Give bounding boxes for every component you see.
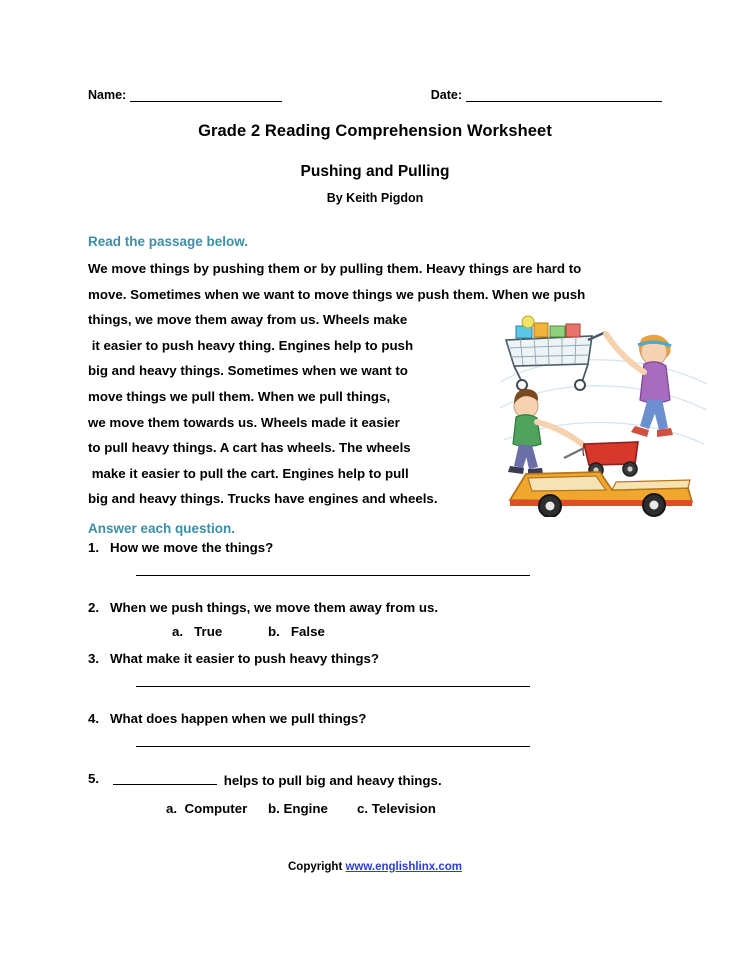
answer-questions-heading: Answer each question. xyxy=(88,521,236,536)
date-write-line[interactable] xyxy=(466,90,662,102)
question-text-after-blank: helps to pull big and heavy things. xyxy=(220,773,442,788)
passage-line: big and heavy things. Trucks have engines and wheels. xyxy=(88,491,438,507)
footer-copyright xyxy=(0,861,750,873)
question-text: How we move the things? xyxy=(110,540,274,555)
illustration-image xyxy=(492,312,717,517)
question-text: When we push things, we move them away from us. xyxy=(110,600,439,615)
name-field xyxy=(88,88,282,102)
question-list xyxy=(88,540,668,816)
passage-line: make it easier to pull the cart. Engines help to pull xyxy=(88,465,409,481)
copyright-label: Copyright xyxy=(287,861,346,873)
question-number: 2. xyxy=(88,600,100,615)
question-number: 1. xyxy=(88,540,100,555)
question-text: What does happen when we pull things? xyxy=(110,711,367,726)
passage-line: to pull heavy things. A cart has wheels. The wheels xyxy=(88,440,411,456)
question-text: What make it easier to push heavy things? xyxy=(110,651,379,666)
read-passage-heading: Read the passage below. xyxy=(88,234,249,249)
website-link[interactable]: www.englishlinx.com xyxy=(345,861,462,873)
question-5 xyxy=(88,771,668,788)
date-field xyxy=(431,88,662,102)
truck-scene xyxy=(510,472,692,517)
passage-line: move. Sometimes when we want to move things we push them. When we push xyxy=(88,286,586,302)
question-1 xyxy=(88,540,668,555)
name-label: Name: xyxy=(88,88,127,102)
choice-false[interactable]: b. False xyxy=(268,624,325,639)
passage-line: big and heavy things. Sometimes when we want to xyxy=(88,363,408,379)
choice-true[interactable]: a. True xyxy=(172,624,223,639)
question-4 xyxy=(88,711,668,726)
question-3 xyxy=(88,651,668,666)
wagon-scene xyxy=(508,389,638,477)
choice-television[interactable]: c. Television xyxy=(357,801,436,816)
passage-line: We move things by pushing them or by pulling them. Heavy things are hard to xyxy=(88,261,582,276)
question-2 xyxy=(88,600,668,615)
passage-line: it easier to push heavy thing. Engines help to push xyxy=(88,337,414,353)
question-number: 3. xyxy=(88,651,100,666)
question-5-choices xyxy=(166,801,668,816)
author-byline: By Keith Pigdon xyxy=(326,191,424,205)
name-write-line[interactable] xyxy=(130,90,282,102)
question-text xyxy=(110,771,668,788)
question-number: 5. xyxy=(88,771,100,786)
fill-in-blank[interactable] xyxy=(113,771,217,785)
choice-engine[interactable]: b. Engine xyxy=(268,801,328,816)
page-subtitle: Pushing and Pulling xyxy=(300,163,450,180)
passage-line: things, we move them away from us. Wheels make xyxy=(88,312,408,328)
question-number: 4. xyxy=(88,711,100,726)
passage-line: move things we pull them. When we pull things, xyxy=(88,388,391,404)
passage-line: we move them towards us. Wheels made it easier xyxy=(88,414,400,430)
choice-computer[interactable]: a. Computer xyxy=(166,801,248,816)
question-2-choices xyxy=(172,624,668,639)
page-title: Grade 2 Reading Comprehension Worksheet xyxy=(198,122,552,140)
date-label: Date: xyxy=(430,88,462,102)
name-date-row xyxy=(88,88,662,102)
